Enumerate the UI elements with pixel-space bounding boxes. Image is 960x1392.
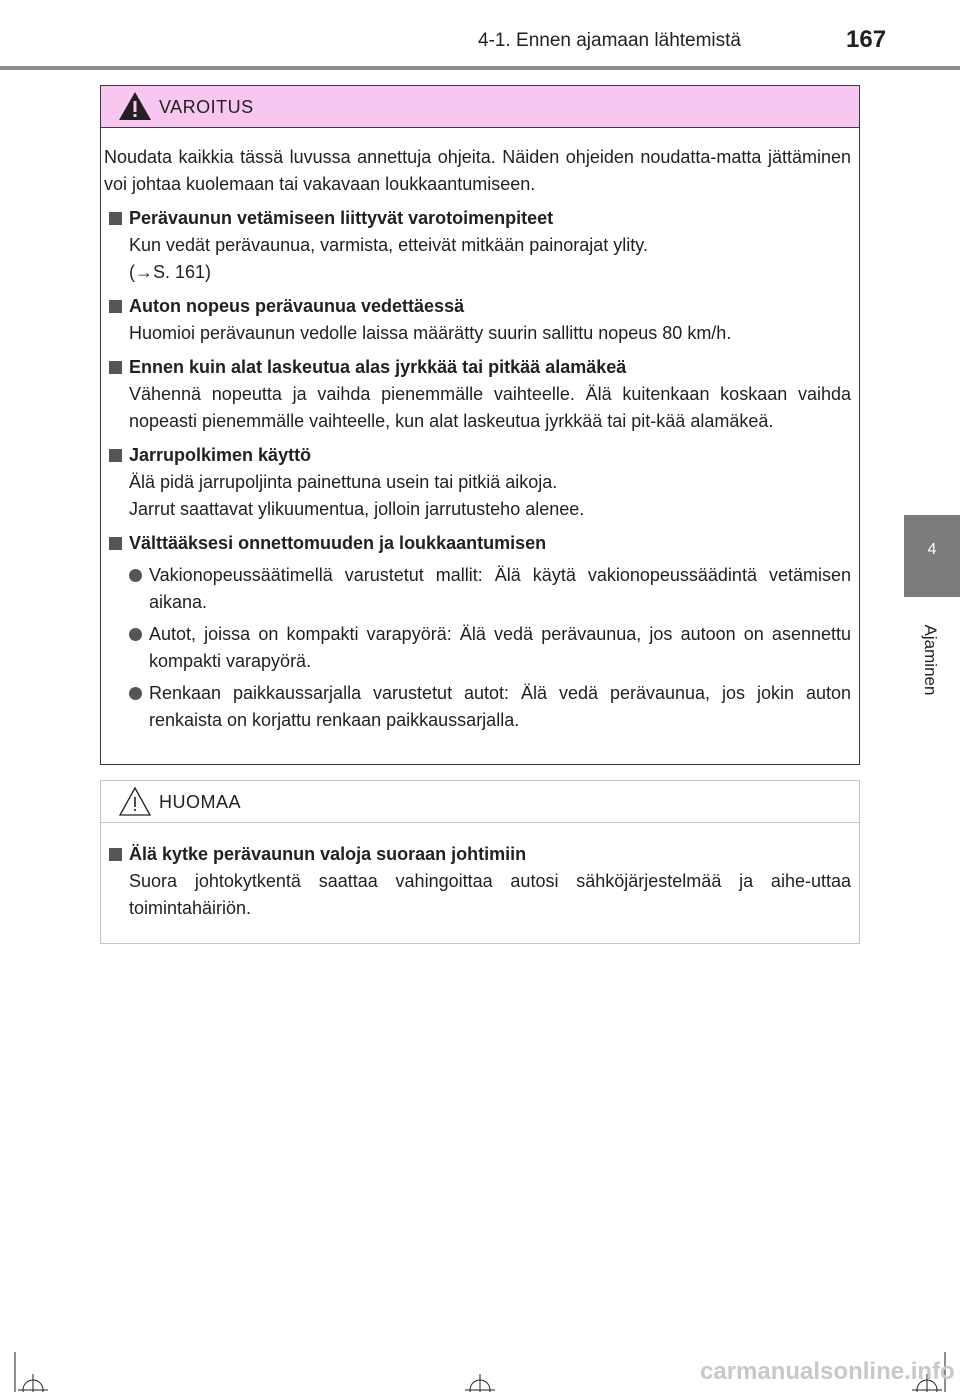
notice-header: [101, 781, 859, 823]
watermark: carmanualsonline.info: [700, 1358, 955, 1385]
warning-section-title: Jarrupolkimen käyttö: [104, 442, 859, 469]
warning-section-title: Ennen kuin alat laskeutua alas jyrkkää tai pitkää alamäkeä: [104, 354, 859, 381]
warning-label: VAROITUS: [159, 97, 254, 117]
warning-section-text: Jarrut saattavat ylikuumentua, jolloin jarrutusteho alenee.: [129, 499, 585, 519]
warning-body: [101, 128, 859, 734]
list-item: Autot, joissa on kompakti varapyörä: Älä vedä perävaunua, jos autoon on asennettu kompakti varapyörä.: [129, 621, 851, 675]
notice-label: HUOMAA: [159, 792, 242, 812]
notice-box: [100, 780, 860, 944]
round-bullet-icon: [129, 569, 142, 582]
square-bullet-icon: [109, 212, 122, 225]
page-reference: (→S. 161): [129, 262, 212, 282]
section-title: 4-1. Ennen ajamaan lähtemistä: [478, 30, 741, 51]
warning-section-text: Älä pidä jarrupoljinta painettuna usein tai pitkiä aikoja.: [129, 472, 558, 492]
warning-section-title: Auton nopeus perävaunua vedettäessä: [104, 293, 859, 320]
warning-section-text: Vähennä nopeutta ja vaihda pienemmälle vaihteelle. Älä kuitenkaan koskaan vaihda nopeasti pienemmälle vaihteelle, kun alat laskeutua jyrkkää tai pit-kää alamäkeä.: [129, 384, 851, 431]
chapter-tab: [904, 515, 960, 597]
square-bullet-icon: [109, 848, 122, 861]
round-bullet-icon: [129, 687, 142, 700]
warning-section-text: Kun vedät perävaunua, varmista, etteivät mitkään painorajat ylity.: [129, 235, 648, 255]
warning-box: [100, 85, 860, 765]
header-divider: [0, 66, 960, 70]
warning-intro: Noudata kaikkia tässä luvussa annettuja ohjeita. Näiden ohjeiden noudatta-matta jättäminen voi johtaa kuolemaan tai vakavaan loukkaantumiseen.: [104, 147, 851, 194]
notice-text: Suora johtokytkentä saattaa vahingoittaa autosi sähköjärjestelmää ja aihe-uttaa toimintahäiriön.: [129, 871, 851, 918]
notice-triangle-icon: [118, 785, 152, 817]
warning-triangle-icon: [118, 90, 152, 122]
square-bullet-icon: [109, 537, 122, 550]
notice-body: [101, 823, 859, 922]
page-number: 167: [846, 26, 887, 53]
warning-section-text: Huomioi perävaunun vedolle laissa määrätty suurin sallittu nopeus 80 km/h.: [129, 323, 732, 343]
chapter-number: 4: [927, 541, 937, 558]
round-bullet-icon: [129, 628, 142, 641]
square-bullet-icon: [109, 449, 122, 462]
square-bullet-icon: [109, 300, 122, 313]
list-item: Vakionopeussäätimellä varustetut mallit: Älä käytä vakionopeussäädintä vetämisen aikana.: [129, 562, 851, 616]
notice-section-title: Älä kytke perävaunun valoja suoraan johtimiin: [104, 841, 859, 868]
square-bullet-icon: [109, 361, 122, 374]
warning-section-title: Perävaunun vetämiseen liittyvät varotoimenpiteet: [104, 205, 859, 232]
list-item: Renkaan paikkaussarjalla varustetut autot: Älä vedä perävaunua, jos jokin auton renkaista on korjattu renkaan paikkaussarjalla.: [129, 680, 851, 734]
chapter-label: Ajaminen: [921, 624, 940, 696]
warning-header: [101, 86, 859, 128]
warning-section-title: Välttääksesi onnettomuuden ja loukkaantumisen: [104, 530, 859, 557]
